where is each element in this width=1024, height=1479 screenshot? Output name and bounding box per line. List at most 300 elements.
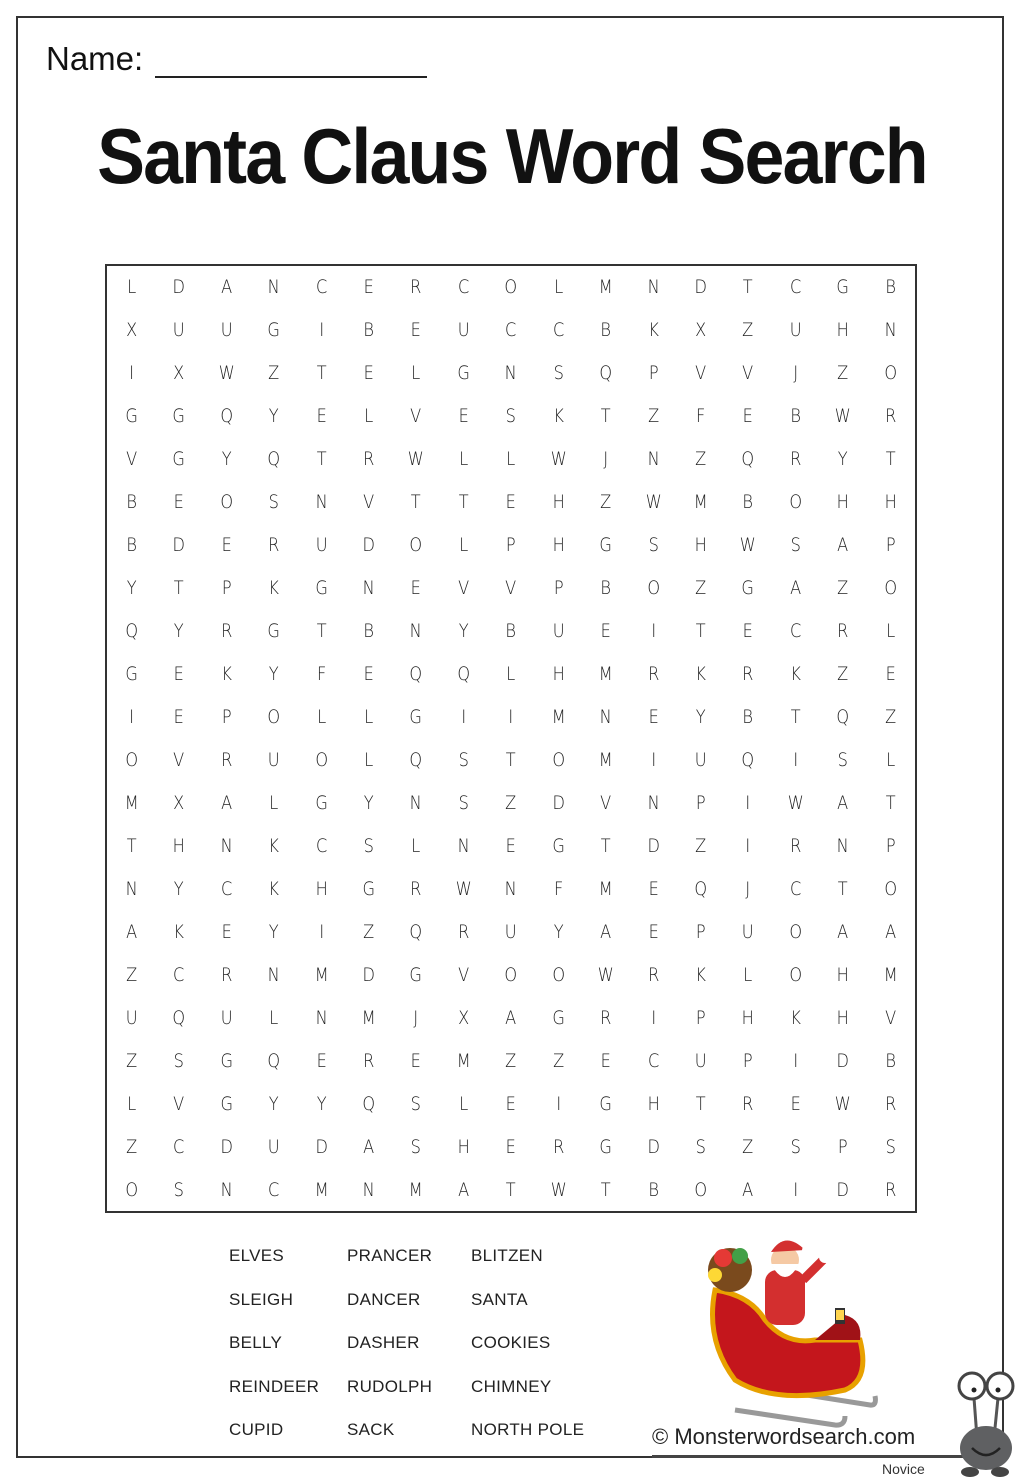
grid-cell[interactable]: Z [742, 319, 754, 342]
grid-cell[interactable]: H [694, 534, 707, 557]
grid-cell[interactable]: O [883, 877, 897, 900]
grid-cell[interactable]: R [742, 663, 754, 686]
grid-cell[interactable]: V [173, 1092, 185, 1115]
grid-cell[interactable]: G [220, 1049, 233, 1072]
grid-cell[interactable]: M [693, 491, 708, 514]
grid-cell[interactable]: L [364, 748, 374, 771]
grid-cell[interactable]: T [600, 1178, 611, 1201]
grid-cell[interactable]: H [552, 663, 565, 686]
grid-cell[interactable]: Q [362, 1092, 376, 1115]
grid-cell[interactable]: S [837, 748, 849, 771]
grid-cell[interactable]: S [411, 1135, 422, 1158]
grid-cell[interactable]: O [789, 963, 802, 986]
grid-cell[interactable]: O [646, 577, 660, 600]
grid-cell[interactable]: M [361, 1006, 376, 1029]
grid-cell[interactable]: G [741, 577, 755, 600]
grid-cell[interactable]: Z [268, 362, 280, 385]
grid-cell[interactable]: C [173, 1135, 185, 1158]
grid-cell[interactable]: Y [458, 620, 469, 643]
grid-cell[interactable]: Z [837, 577, 849, 600]
grid-cell[interactable]: Z [363, 920, 375, 943]
grid-cell[interactable]: Q [599, 362, 613, 385]
grid-cell[interactable]: S [648, 534, 659, 557]
grid-cell[interactable]: R [837, 620, 849, 643]
grid-cell[interactable]: K [790, 663, 801, 686]
grid-cell[interactable]: M [598, 663, 613, 686]
grid-cell[interactable]: N [362, 1178, 375, 1201]
grid-cell[interactable]: P [695, 791, 706, 814]
grid-cell[interactable]: Z [695, 577, 707, 600]
grid-cell[interactable]: U [789, 319, 802, 342]
grid-cell[interactable]: L [364, 405, 374, 428]
grid-cell[interactable]: K [695, 663, 706, 686]
grid-cell[interactable]: A [126, 920, 138, 943]
grid-cell[interactable]: G [552, 834, 565, 857]
grid-cell[interactable]: Q [409, 920, 423, 943]
grid-cell[interactable]: Q [741, 748, 755, 771]
grid-cell[interactable]: K [790, 1006, 801, 1029]
grid-cell[interactable]: R [789, 448, 802, 471]
grid-cell[interactable]: E [316, 405, 327, 428]
grid-cell[interactable]: U [457, 319, 470, 342]
grid-cell[interactable]: U [694, 1049, 707, 1072]
grid-cell[interactable]: I [318, 920, 324, 943]
grid-cell[interactable]: H [173, 834, 186, 857]
grid-cell[interactable]: S [458, 791, 469, 814]
grid-cell[interactable]: O [883, 362, 897, 385]
grid-cell[interactable]: D [172, 276, 186, 299]
grid-cell[interactable]: T [837, 877, 848, 900]
grid-cell[interactable]: C [789, 620, 802, 643]
grid-cell[interactable]: C [552, 319, 565, 342]
grid-cell[interactable]: F [316, 663, 326, 686]
grid-cell[interactable]: N [267, 276, 280, 299]
grid-cell[interactable]: Y [268, 663, 279, 686]
grid-cell[interactable]: A [505, 1006, 517, 1029]
grid-cell[interactable]: R [884, 1178, 896, 1201]
grid-cell[interactable]: V [410, 405, 422, 428]
grid-cell[interactable]: Y [268, 920, 279, 943]
grid-cell[interactable]: R [884, 405, 896, 428]
grid-cell[interactable]: O [504, 963, 518, 986]
grid-cell[interactable]: G [220, 1092, 233, 1115]
grid-cell[interactable]: I [318, 319, 324, 342]
grid-cell[interactable]: Y [174, 877, 185, 900]
grid-cell[interactable]: N [504, 877, 518, 900]
grid-cell[interactable]: U [220, 319, 233, 342]
grid-cell[interactable]: U [315, 534, 328, 557]
grid-cell[interactable]: L [269, 791, 279, 814]
grid-cell[interactable]: Z [884, 706, 896, 728]
grid-cell[interactable]: N [315, 491, 328, 514]
name-input-line[interactable] [155, 42, 427, 78]
grid-cell[interactable]: H [315, 877, 328, 900]
grid-cell[interactable]: B [600, 577, 612, 600]
grid-cell[interactable]: E [363, 663, 374, 686]
grid-cell[interactable]: A [742, 1178, 754, 1201]
grid-cell[interactable]: W [834, 1092, 851, 1115]
grid-cell[interactable]: G [267, 319, 281, 342]
grid-cell[interactable]: V [742, 362, 754, 385]
grid-cell[interactable]: D [647, 834, 660, 857]
grid-cell[interactable]: R [457, 920, 470, 943]
grid-cell[interactable]: V [695, 362, 707, 385]
grid-cell[interactable]: Z [837, 362, 849, 385]
grid-cell[interactable]: P [838, 1135, 848, 1158]
grid-cell[interactable]: L [459, 448, 469, 471]
grid-cell[interactable]: Q [220, 405, 233, 428]
grid-cell[interactable]: V [884, 1006, 896, 1029]
grid-cell[interactable]: B [505, 620, 517, 643]
grid-cell[interactable]: H [647, 1092, 660, 1115]
grid-cell[interactable]: P [743, 1049, 753, 1072]
grid-cell[interactable]: N [599, 706, 612, 728]
grid-cell[interactable]: Q [457, 663, 470, 686]
grid-cell[interactable]: A [837, 791, 849, 814]
grid-cell[interactable]: C [789, 877, 802, 900]
grid-cell[interactable]: N [504, 362, 518, 385]
grid-cell[interactable]: E [458, 405, 469, 428]
grid-cell[interactable]: E [505, 1135, 517, 1158]
grid-cell[interactable]: S [363, 834, 374, 857]
grid-cell[interactable]: Y [268, 405, 279, 428]
grid-cell[interactable]: G [172, 405, 186, 428]
grid-cell[interactable]: J [793, 362, 798, 385]
grid-cell[interactable]: G [552, 1006, 565, 1029]
grid-cell[interactable]: M [314, 1178, 329, 1201]
grid-cell[interactable]: I [793, 748, 798, 771]
grid-cell[interactable]: M [124, 791, 139, 814]
grid-cell[interactable]: T [695, 1092, 706, 1115]
grid-cell[interactable]: T [174, 577, 185, 600]
grid-cell[interactable]: Z [126, 1135, 138, 1158]
grid-cell[interactable]: E [173, 663, 185, 686]
grid-cell[interactable]: G [457, 362, 470, 385]
grid-cell[interactable]: P [648, 362, 659, 385]
grid-cell[interactable]: O [504, 276, 518, 299]
grid-cell[interactable]: R [742, 1092, 754, 1115]
grid-cell[interactable]: I [650, 1006, 656, 1029]
grid-cell[interactable]: E [173, 491, 185, 514]
grid-cell[interactable]: H [552, 534, 565, 557]
grid-cell[interactable]: N [410, 791, 423, 814]
grid-cell[interactable]: C [647, 1049, 659, 1072]
grid-cell[interactable]: R [220, 620, 233, 643]
grid-cell[interactable]: N [362, 577, 375, 600]
grid-cell[interactable]: Z [126, 1049, 138, 1072]
grid-cell[interactable]: P [221, 577, 232, 600]
grid-cell[interactable]: X [173, 362, 185, 385]
grid-cell[interactable]: M [409, 1178, 424, 1201]
grid-cell[interactable]: Y [268, 1092, 279, 1115]
grid-cell[interactable]: Z [600, 491, 612, 514]
grid-cell[interactable]: L [506, 448, 516, 471]
grid-cell[interactable]: S [411, 1092, 422, 1115]
grid-cell[interactable]: Y [126, 577, 137, 600]
grid-cell[interactable]: Z [837, 663, 849, 686]
grid-cell[interactable]: H [741, 1006, 755, 1029]
grid-cell[interactable]: Q [694, 877, 708, 900]
grid-cell[interactable]: B [884, 276, 896, 299]
grid-cell[interactable]: T [600, 834, 611, 857]
grid-cell[interactable]: G [172, 448, 186, 471]
grid-cell[interactable]: N [457, 834, 470, 857]
grid-cell[interactable]: Q [409, 748, 423, 771]
grid-cell[interactable]: Z [505, 791, 517, 814]
grid-cell[interactable]: M [598, 877, 613, 900]
grid-cell[interactable]: B [742, 706, 754, 728]
grid-cell[interactable]: U [552, 620, 565, 643]
grid-cell[interactable]: U [742, 920, 754, 943]
grid-cell[interactable]: L [127, 276, 137, 299]
grid-cell[interactable]: O [314, 748, 328, 771]
grid-cell[interactable]: P [695, 920, 706, 943]
grid-cell[interactable]: T [743, 276, 753, 299]
grid-cell[interactable]: H [836, 963, 849, 986]
grid-cell[interactable]: W [218, 362, 235, 385]
grid-cell[interactable]: W [787, 791, 804, 814]
grid-cell[interactable]: D [362, 534, 375, 557]
grid-cell[interactable]: A [600, 920, 612, 943]
grid-cell[interactable]: O [125, 1178, 139, 1201]
grid-cell[interactable]: M [598, 748, 613, 771]
grid-cell[interactable]: V [458, 577, 470, 600]
grid-cell[interactable]: Z [695, 448, 707, 471]
grid-cell[interactable]: E [600, 1049, 611, 1072]
grid-cell[interactable]: G [409, 706, 423, 728]
grid-cell[interactable]: Y [221, 448, 232, 471]
grid-cell[interactable]: S [790, 1135, 801, 1158]
grid-cell[interactable]: Z [552, 1049, 564, 1072]
grid-cell[interactable]: I [556, 1092, 561, 1115]
grid-cell[interactable]: W [834, 405, 851, 428]
grid-cell[interactable]: E [505, 491, 517, 514]
grid-cell[interactable]: V [600, 791, 612, 814]
grid-cell[interactable]: N [267, 963, 280, 986]
grid-cell[interactable]: S [268, 491, 280, 514]
grid-cell[interactable]: S [458, 748, 469, 771]
grid-cell[interactable]: K [268, 877, 280, 900]
grid-cell[interactable]: R [647, 663, 659, 686]
grid-cell[interactable]: Q [125, 620, 139, 643]
grid-cell[interactable]: R [789, 834, 802, 857]
grid-cell[interactable]: T [506, 748, 516, 771]
grid-cell[interactable]: L [411, 834, 421, 857]
grid-cell[interactable]: L [127, 1092, 137, 1115]
grid-cell[interactable]: B [363, 620, 375, 643]
grid-cell[interactable]: E [411, 1049, 422, 1072]
grid-cell[interactable]: W [645, 491, 662, 514]
grid-cell[interactable]: E [221, 534, 232, 557]
grid-cell[interactable]: S [173, 1178, 185, 1201]
grid-cell[interactable]: N [884, 319, 897, 342]
grid-cell[interactable]: C [789, 276, 802, 299]
grid-cell[interactable]: E [221, 920, 232, 943]
grid-cell[interactable]: D [172, 534, 186, 557]
grid-cell[interactable]: P [506, 534, 516, 557]
grid-cell[interactable]: B [363, 319, 375, 342]
grid-cell[interactable]: Y [363, 791, 374, 814]
grid-cell[interactable]: K [553, 405, 564, 428]
grid-cell[interactable]: B [884, 1049, 896, 1072]
grid-cell[interactable]: B [600, 319, 612, 342]
grid-cell[interactable]: E [885, 663, 896, 686]
grid-cell[interactable]: L [459, 1092, 469, 1115]
grid-cell[interactable]: N [647, 791, 660, 814]
grid-cell[interactable]: B [742, 491, 754, 514]
grid-cell[interactable]: L [411, 362, 421, 385]
grid-cell[interactable]: V [126, 448, 138, 471]
grid-cell[interactable]: T [411, 491, 422, 514]
grid-cell[interactable]: X [173, 791, 185, 814]
grid-cell[interactable]: C [268, 1178, 280, 1201]
grid-cell[interactable]: D [647, 1135, 660, 1158]
grid-cell[interactable]: U [173, 319, 186, 342]
grid-cell[interactable]: L [553, 276, 563, 299]
grid-cell[interactable]: C [315, 834, 327, 857]
grid-cell[interactable]: E [742, 620, 754, 643]
grid-cell[interactable]: I [508, 706, 514, 728]
grid-cell[interactable]: T [885, 791, 896, 814]
grid-cell[interactable]: L [269, 1006, 279, 1029]
grid-cell[interactable]: F [553, 877, 564, 900]
grid-cell[interactable]: C [315, 276, 327, 299]
grid-cell[interactable]: O [409, 534, 423, 557]
grid-cell[interactable]: L [743, 963, 753, 986]
grid-cell[interactable]: E [600, 620, 611, 643]
grid-cell[interactable]: W [408, 448, 425, 471]
grid-cell[interactable]: H [884, 491, 897, 514]
grid-cell[interactable]: O [552, 748, 565, 771]
grid-cell[interactable]: X [126, 319, 138, 342]
grid-cell[interactable]: R [410, 877, 422, 900]
grid-cell[interactable]: N [220, 834, 233, 857]
grid-cell[interactable]: O [883, 577, 897, 600]
grid-cell[interactable]: T [695, 620, 706, 643]
grid-cell[interactable]: T [316, 362, 327, 385]
grid-cell[interactable]: M [314, 963, 329, 986]
grid-cell[interactable]: N [220, 1178, 233, 1201]
grid-cell[interactable]: C [220, 877, 233, 900]
grid-cell[interactable]: D [220, 1135, 233, 1158]
grid-cell[interactable]: J [603, 448, 609, 471]
grid-cell[interactable]: P [695, 1006, 706, 1029]
grid-cell[interactable]: Z [505, 1049, 517, 1072]
grid-cell[interactable]: H [836, 491, 849, 514]
grid-cell[interactable]: V [173, 748, 185, 771]
grid-cell[interactable]: B [790, 405, 801, 428]
grid-cell[interactable]: T [790, 706, 801, 728]
grid-cell[interactable]: T [885, 448, 896, 471]
grid-cell[interactable]: Q [172, 1006, 186, 1029]
grid-cell[interactable]: L [364, 706, 374, 728]
grid-cell[interactable]: Y [837, 448, 848, 471]
grid-cell[interactable]: B [126, 534, 137, 557]
grid-cell[interactable]: A [837, 920, 849, 943]
grid-cell[interactable]: U [694, 748, 707, 771]
grid-cell[interactable]: R [552, 1135, 565, 1158]
grid-cell[interactable]: I [793, 1178, 798, 1201]
grid-cell[interactable]: W [597, 963, 614, 986]
grid-cell[interactable]: L [885, 620, 895, 643]
grid-cell[interactable]: T [126, 834, 137, 857]
grid-cell[interactable]: E [316, 1049, 327, 1072]
grid-cell[interactable]: V [505, 577, 517, 600]
grid-cell[interactable]: R [410, 276, 422, 299]
grid-cell[interactable]: N [125, 877, 138, 900]
grid-cell[interactable]: U [505, 920, 517, 943]
grid-cell[interactable]: I [745, 791, 751, 814]
grid-cell[interactable]: P [221, 706, 232, 728]
grid-cell[interactable]: P [553, 577, 564, 600]
grid-cell[interactable]: A [220, 791, 233, 814]
grid-cell[interactable]: E [411, 577, 422, 600]
grid-cell[interactable]: D [694, 276, 707, 299]
grid-cell[interactable]: K [221, 663, 232, 686]
grid-cell[interactable]: R [363, 1049, 375, 1072]
grid-cell[interactable]: Z [647, 405, 659, 428]
grid-cell[interactable]: G [409, 963, 423, 986]
grid-cell[interactable]: L [885, 748, 895, 771]
grid-cell[interactable]: G [599, 534, 613, 557]
grid-cell[interactable]: I [745, 834, 751, 857]
grid-cell[interactable]: P [885, 534, 896, 557]
grid-cell[interactable]: L [459, 534, 469, 557]
grid-cell[interactable]: O [789, 920, 802, 943]
grid-cell[interactable]: K [268, 577, 280, 600]
grid-cell[interactable]: O [267, 706, 281, 728]
grid-cell[interactable]: S [695, 1135, 706, 1158]
grid-cell[interactable]: G [599, 1092, 613, 1115]
grid-cell[interactable]: G [125, 663, 138, 686]
grid-cell[interactable]: K [695, 963, 706, 986]
grid-cell[interactable]: B [647, 1178, 659, 1201]
grid-cell[interactable]: I [129, 362, 135, 385]
grid-cell[interactable]: R [363, 448, 375, 471]
grid-cell[interactable]: G [362, 877, 376, 900]
grid-cell[interactable]: G [125, 405, 138, 428]
grid-cell[interactable]: D [836, 1049, 850, 1072]
grid-cell[interactable]: H [836, 1006, 849, 1029]
grid-cell[interactable]: Y [316, 1092, 327, 1115]
grid-cell[interactable]: E [742, 405, 754, 428]
grid-cell[interactable]: H [457, 1135, 470, 1158]
grid-cell[interactable]: C [173, 963, 185, 986]
grid-cell[interactable]: H [552, 491, 565, 514]
grid-cell[interactable]: G [267, 620, 281, 643]
grid-cell[interactable]: S [553, 362, 564, 385]
grid-cell[interactable]: V [458, 963, 470, 986]
grid-cell[interactable]: R [220, 748, 233, 771]
grid-cell[interactable]: G [315, 791, 328, 814]
grid-cell[interactable]: U [268, 1135, 280, 1158]
grid-cell[interactable]: E [648, 877, 659, 900]
grid-cell[interactable]: A [884, 920, 896, 943]
grid-cell[interactable]: T [506, 1178, 516, 1201]
grid-cell[interactable]: I [650, 620, 656, 643]
grid-cell[interactable]: I [129, 706, 135, 728]
grid-cell[interactable]: L [506, 663, 516, 686]
grid-cell[interactable]: D [836, 1178, 850, 1201]
grid-cell[interactable]: T [316, 620, 327, 643]
grid-cell[interactable]: Y [174, 620, 185, 643]
grid-cell[interactable]: E [790, 1092, 801, 1115]
grid-cell[interactable]: H [836, 319, 849, 342]
grid-cell[interactable]: Y [695, 706, 706, 728]
grid-cell[interactable]: N [410, 620, 423, 643]
grid-cell[interactable]: S [790, 534, 801, 557]
grid-cell[interactable]: W [455, 877, 472, 900]
